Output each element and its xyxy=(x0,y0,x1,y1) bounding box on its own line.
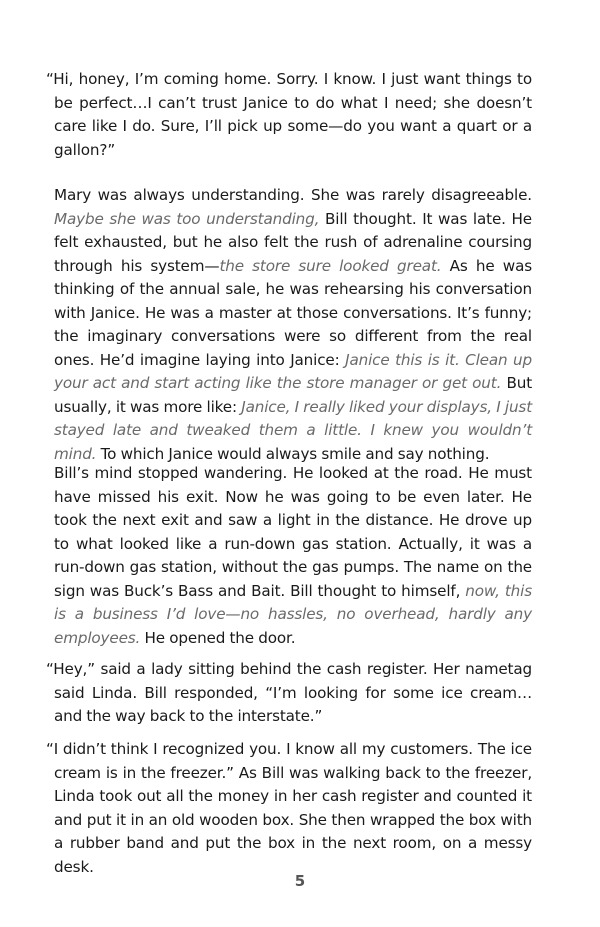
paragraph-2-seg-2: Bill thought. It was late. He felt exhausted, but he also felt the rush of adrenaline coursing through his system— xyxy=(54,209,532,275)
page-number: 5 xyxy=(294,872,306,890)
paragraph-linda-greeting xyxy=(46,658,532,729)
paragraph-3-seg-0: Bill’s mind stopped wandering. He looked at the road. He must have missed his exit. Now he was going to be even later. He took the next exit and saw a light in the distance. He drove up to what looked like a run-down gas station. Actually, it was a run-down gas station, without the gas pumps. The name on the sign was Buck’s Bass and Bait. Bill thought to himself, xyxy=(54,464,532,600)
paragraph-missed-exit xyxy=(54,462,532,650)
paragraph-2-seg-4: As he was thinking of the annual sale, he was rehearsing his conversation with Janice. He was a master at those conversations. It’s funny; the imaginary conversations were so different from the real ones. He’d imagine laying into Janice: xyxy=(54,256,532,369)
paragraph-mary-understanding xyxy=(54,184,532,466)
paragraph-linda-money xyxy=(46,738,532,879)
inner-thought: Janice, I really liked your displays, I just stayed late and tweaked them a little. I knew you wouldn’t mind. xyxy=(54,397,532,463)
paragraph-4-seg-0: “Hey,” said a lady sitting behind the cash register. Her nametag said Linda. Bill responded, “I’m looking for some ice cream…and the way back to the interstate.” xyxy=(46,660,532,725)
inner-thought: Maybe she was too understanding, xyxy=(54,209,320,228)
paragraph-3-seg-2: He opened the door. xyxy=(140,628,296,647)
inner-thought: Janice this is it. Clean up your act and start acting like the store manager or get out. xyxy=(54,350,532,392)
inner-thought: now, this is a business I’d love—no hassles, no overhead, hardly any employees. xyxy=(54,581,532,647)
paragraph-2-seg-8: To which Janice would always smile and say nothing. xyxy=(96,444,490,463)
paragraph-2-seg-0: Mary was always understanding. She was rarely disagreeable. xyxy=(54,186,532,204)
paragraph-phone-call xyxy=(46,68,532,162)
paragraph-1-seg-0: “Hi, honey, I’m coming home. Sorry. I know. I just want things to be perfect…I can’t trust Janice to do what I need; she doesn’t care like I do. Sure, I’ll pick up some—do you want a quart or a gallon?” xyxy=(46,70,532,159)
paragraph-5-seg-0: “I didn’t think I recognized you. I know all my customers. The ice cream is in the freezer.” As Bill was walking back to the freezer, Linda took out all the money in her cash register and counted it and put it in an old wooden box. She then wrapped the box with a rubber band and put the box in the next room, on a messy desk. xyxy=(46,740,532,876)
paragraph-2-seg-6: But usually, it was more like: xyxy=(54,374,533,416)
inner-thought: the store sure looked great. xyxy=(219,256,442,275)
